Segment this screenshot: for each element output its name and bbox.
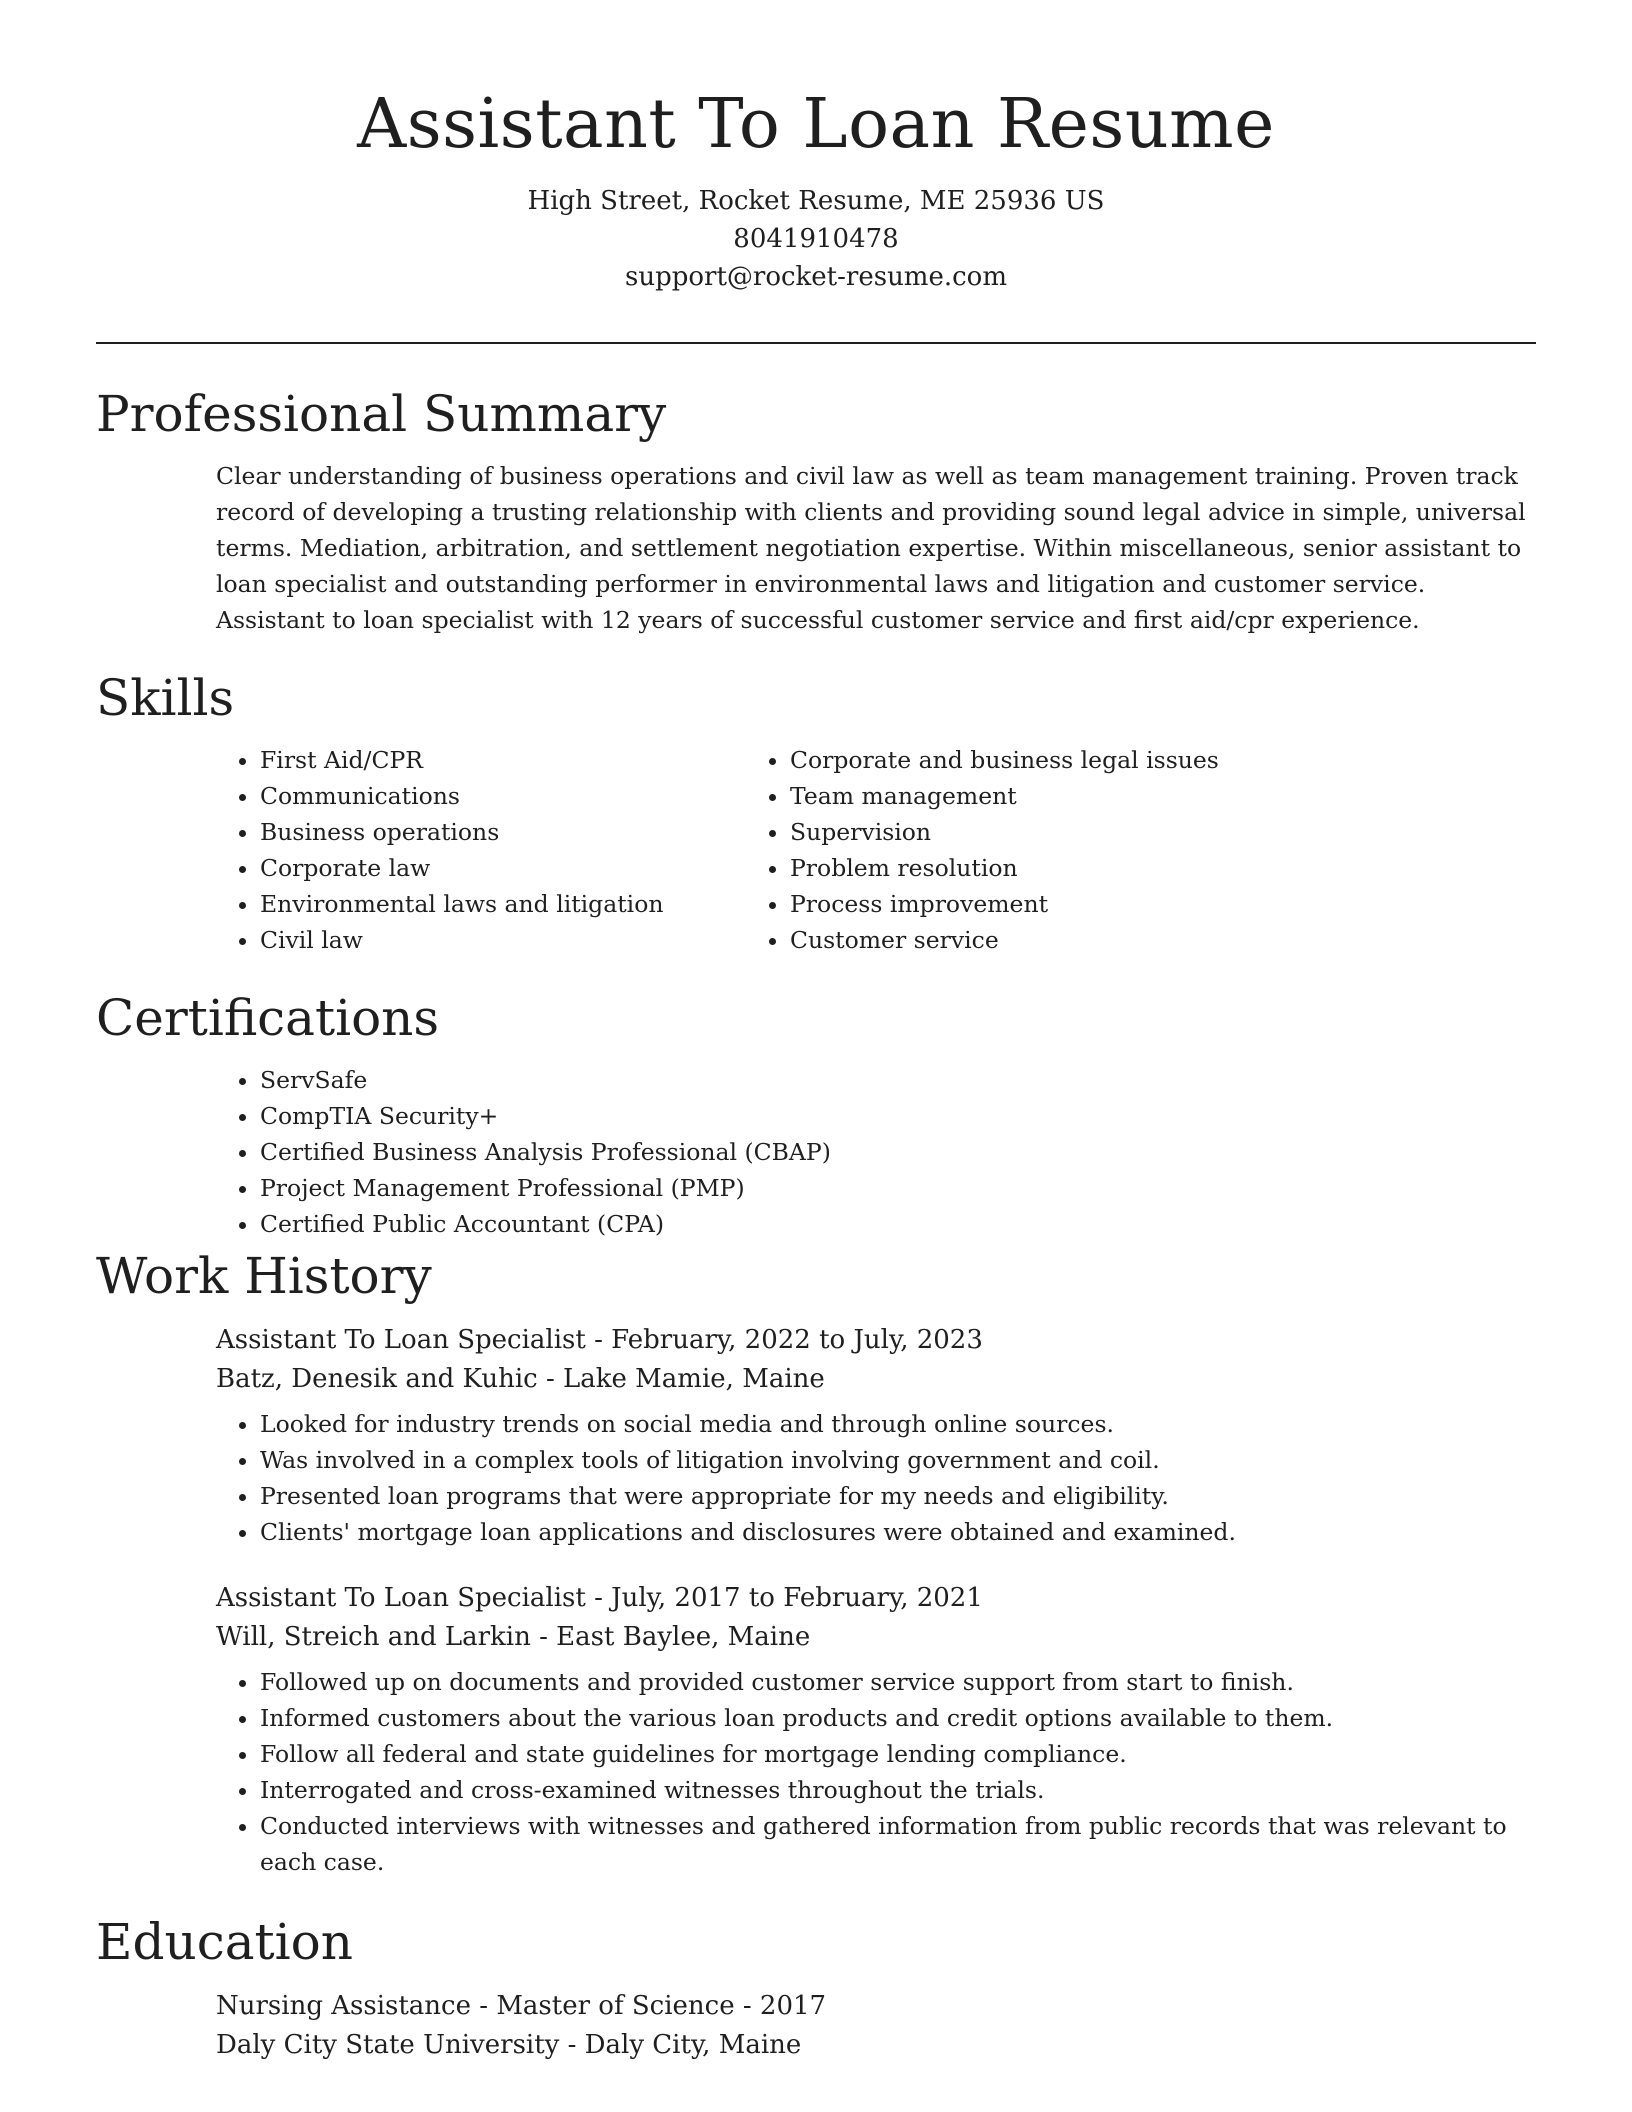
- skills-heading: Skills: [96, 669, 235, 727]
- skill-item: • Corporate law: [260, 850, 746, 886]
- education-degree-line: Nursing Assistance - Master of Science - 2017: [216, 1991, 827, 2021]
- contact-email: support@rocket-resume.com: [624, 262, 1007, 292]
- certification-item: • Certified Public Accountant (CPA): [260, 1206, 1536, 1242]
- job-company-line: Batz, Denesik and Kuhic - Lake Mamie, Maine: [216, 1364, 825, 1394]
- job-bullet: • Conducted interviews with witnesses and gathered information from public records that was relevant to each case.: [260, 1808, 1536, 1880]
- education-heading: Education: [96, 1913, 353, 1971]
- education-section: [96, 1908, 1536, 2064]
- skill-item: • Process improvement: [790, 886, 1396, 922]
- skill-item: • Business operations: [260, 814, 746, 850]
- certification-item: • Certified Business Analysis Professional (CBAP): [260, 1134, 1536, 1170]
- job-bullet: • Was involved in a complex tools of litigation involving government and coil.: [260, 1442, 1536, 1478]
- job-bullet: • Followed up on documents and provided customer service support from start to finish.: [260, 1664, 1536, 1700]
- job-bullets: [96, 1664, 1536, 1880]
- certifications-section: [96, 984, 1536, 1242]
- resume-name: Assistant To Loan Resume: [357, 85, 1275, 164]
- skills-section: [96, 664, 1536, 958]
- header-divider: [96, 342, 1536, 344]
- certification-item: • Project Management Professional (PMP): [260, 1170, 1536, 1206]
- job-entry: [96, 1320, 1536, 1550]
- skill-item: • Environmental laws and litigation: [260, 886, 746, 922]
- skill-item: • Supervision: [790, 814, 1396, 850]
- certifications-list: [96, 1062, 1536, 1242]
- skills-list-right: [746, 742, 1396, 958]
- skill-item: • First Aid/CPR: [260, 742, 746, 778]
- job-title-line: Assistant To Loan Specialist - July, 2017 to February, 2021: [216, 1583, 983, 1613]
- summary-section: [96, 380, 1536, 638]
- job-bullet: • Interrogated and cross-examined witnesses throughout the trials.: [260, 1772, 1536, 1808]
- certifications-heading: Certifications: [96, 989, 440, 1047]
- job-title-line: Assistant To Loan Specialist - February, 2022 to July, 2023: [216, 1325, 983, 1355]
- skills-list-left: [96, 742, 746, 958]
- skill-item: • Problem resolution: [790, 850, 1396, 886]
- contact-address: High Street, Rocket Resume, ME 25936 US: [527, 186, 1105, 216]
- skill-item: • Customer service: [790, 922, 1396, 958]
- work-history-heading: Work History: [96, 1247, 432, 1305]
- education-entry: [96, 1986, 1536, 2064]
- resume-header: [0, 80, 1632, 296]
- skill-item: • Communications: [260, 778, 746, 814]
- work-history-section: [96, 1242, 1536, 1880]
- job-entry: [96, 1578, 1536, 1880]
- job-bullet: • Follow all federal and state guidelines for mortgage lending compliance.: [260, 1736, 1536, 1772]
- certification-item: • CompTIA Security+: [260, 1098, 1536, 1134]
- job-bullet: • Looked for industry trends on social media and through online sources.: [260, 1406, 1536, 1442]
- job-bullet: • Presented loan programs that were appropriate for my needs and eligibility.: [260, 1478, 1536, 1514]
- resume-body: [96, 380, 1536, 2072]
- contact-phone: 8041910478: [733, 224, 899, 254]
- certification-item: • ServSafe: [260, 1062, 1536, 1098]
- job-bullet: • Clients' mortgage loan applications and disclosures were obtained and examined.: [260, 1514, 1536, 1550]
- skill-item: • Corporate and business legal issues: [790, 742, 1396, 778]
- skills-grid: [96, 742, 1536, 958]
- job-bullets: [96, 1406, 1536, 1550]
- summary-heading: Professional Summary: [96, 385, 667, 443]
- skill-item: • Civil law: [260, 922, 746, 958]
- job-bullet: • Informed customers about the various loan products and credit options available to them.: [260, 1700, 1536, 1736]
- skill-item: • Team management: [790, 778, 1396, 814]
- education-school-line: Daly City State University - Daly City, Maine: [216, 2030, 802, 2060]
- summary-text: Clear understanding of business operations and civil law as well as team management training. Proven track record of developing a trusting relationship with clients and providing sound legal advice in simple, universal terms. Mediation, arbitration, and settlement negotiation expertise. Within miscellaneous, senior assistant to loan specialist and outstanding performer in environmental laws and litigation and customer service. Assistant to loan specialist with 12 years of successful customer service and first aid/cpr experience.: [216, 462, 1526, 634]
- contact-block: [0, 182, 1632, 296]
- job-company-line: Will, Streich and Larkin - East Baylee, Maine: [216, 1622, 811, 1652]
